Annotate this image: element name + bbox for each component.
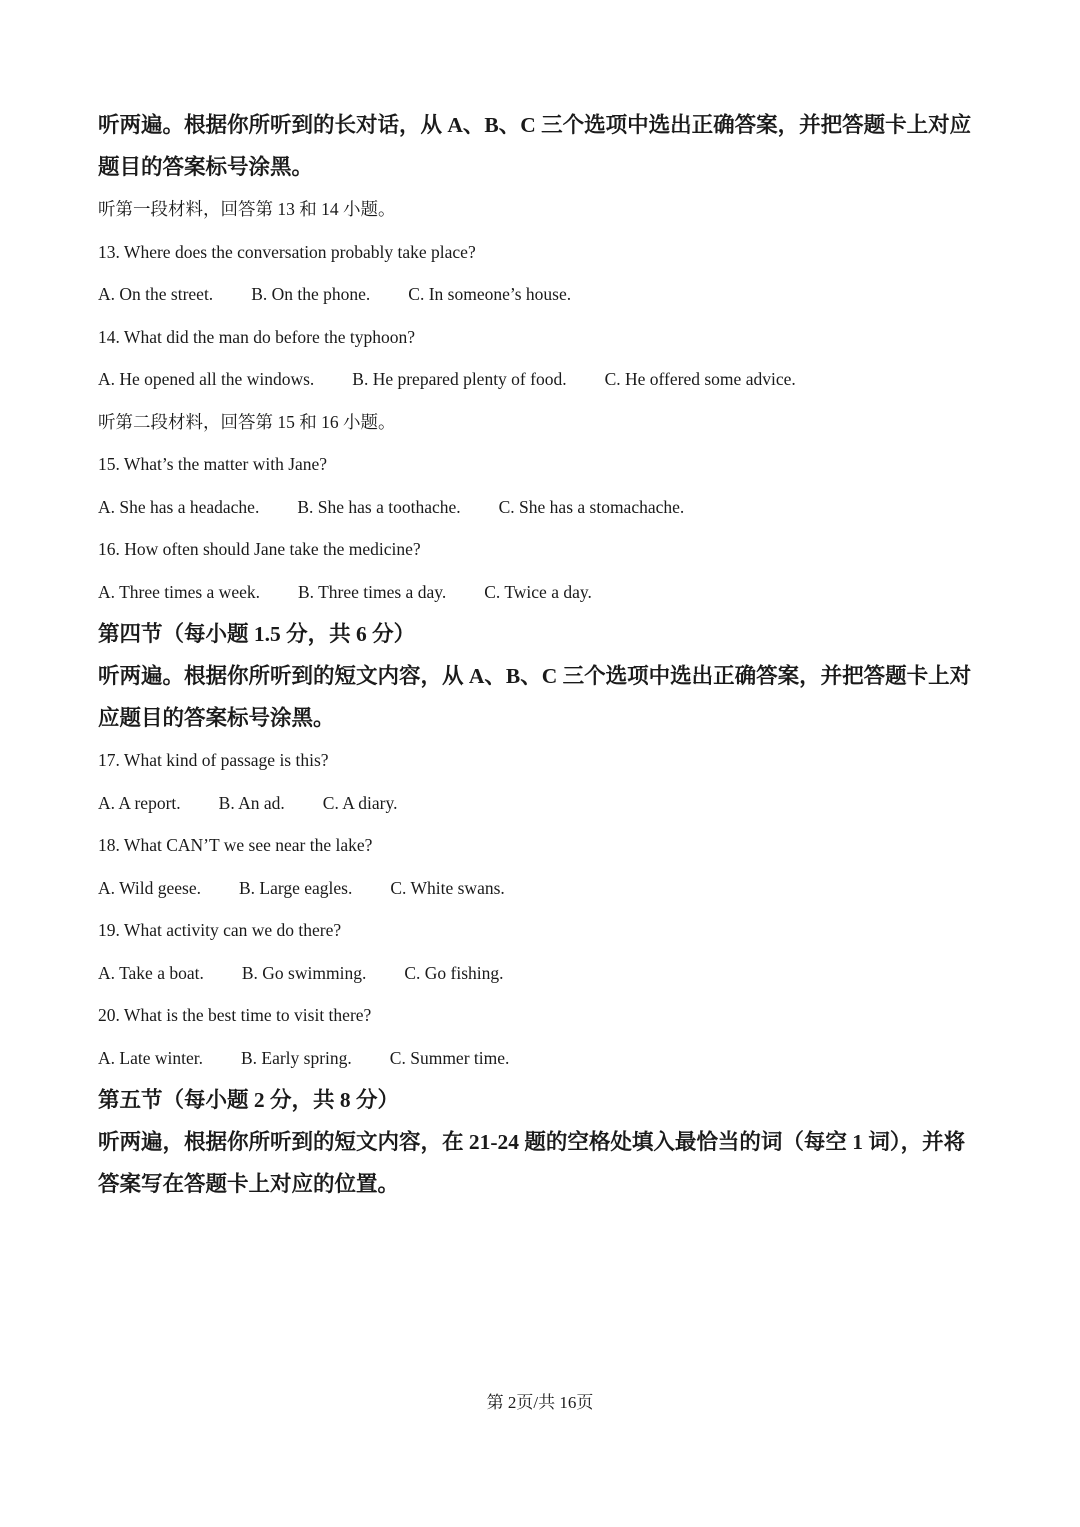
option-c: C. White swans. [390, 877, 505, 898]
question-13-options [98, 273, 988, 316]
question-20-options [98, 1037, 988, 1080]
question-18: 18. What CAN’T we see near the lake? [98, 835, 373, 855]
question-17-options [98, 782, 988, 825]
section4-instruction-line2: 应题目的答案标号涂黑。 [98, 706, 335, 730]
option-c: C. Go fishing. [404, 962, 504, 983]
option-b: B. On the phone. [251, 284, 371, 304]
option-c: C. In someone’s house. [408, 284, 572, 304]
section5-instruction-line1: 听两遍，根据你所听到的短文内容，在 21-24 题的空格处填入最恰当的词（每空 1 词），并将 [98, 1130, 966, 1154]
question-20: 20. What is the best time to visit there? [98, 1005, 372, 1025]
section5-heading: 第五节（每小题 2 分，共 8 分） [98, 1088, 400, 1112]
question-16: 16. How often should Jane take the medicine? [98, 539, 421, 559]
section3-instruction-line1: 听两遍。根据你所听到的长对话，从 A、B、C 三个选项中选出正确答案，并把答题卡上对应 [98, 113, 972, 137]
option-c: C. A diary. [322, 792, 398, 813]
option-a: A. Three times a week. [98, 581, 260, 602]
section5-instruction-line2: 答案写在答题卡上对应的位置。 [98, 1172, 400, 1196]
option-a: A. Take a boat. [98, 962, 204, 983]
question-16-options [98, 571, 988, 614]
question-17: 17. What kind of passage is this? [98, 750, 329, 770]
section3-instruction-line2: 题目的答案标号涂黑。 [98, 155, 314, 179]
section4-heading: 第四节（每小题 1.5 分，共 6 分） [98, 622, 416, 646]
option-a: A. He opened all the windows. [98, 369, 315, 389]
question-15-options [98, 486, 988, 529]
option-c: C. Twice a day. [484, 581, 592, 602]
question-14-options [98, 358, 988, 401]
option-b: B. Go swimming. [241, 962, 367, 983]
exam-page [98, 104, 988, 1205]
option-a: A. Wild geese. [98, 877, 201, 898]
option-c: C. Summer time. [389, 1047, 510, 1068]
question-18-options [98, 867, 988, 910]
section4-instruction-line1: 听两遍。根据你所听到的短文内容，从 A、B、C 三个选项中选出正确答案，并把答题卡上对 [98, 664, 972, 688]
option-b: B. An ad. [218, 792, 285, 813]
option-a: A. She has a headache. [98, 496, 260, 517]
option-b: B. She has a toothache. [297, 496, 461, 517]
option-b: B. He prepared plenty of food. [352, 369, 567, 389]
question-14: 14. What did the man do before the typhoon? [98, 326, 416, 347]
option-b: B. Three times a day. [297, 581, 447, 602]
question-13: 13. Where does the conversation probably take place? [98, 241, 476, 262]
option-b: B. Early spring. [240, 1047, 352, 1068]
option-c: C. She has a stomachache. [498, 496, 685, 517]
question-19-options [98, 952, 988, 995]
option-a: A. On the street. [98, 284, 214, 304]
page-number: 第 2页/共 16页 [486, 1393, 594, 1412]
passage2-intro: 听第二段材料，回答第 15 和 16 小题。 [98, 411, 396, 432]
option-b: B. Large eagles. [238, 877, 353, 898]
question-19: 19. What activity can we do there? [98, 920, 342, 940]
question-15: 15. What’s the matter with Jane? [98, 454, 328, 474]
passage1-intro: 听第一段材料，回答第 13 和 14 小题。 [98, 199, 396, 219]
option-a: A. A report. [98, 792, 181, 813]
option-c: C. He offered some advice. [604, 369, 796, 389]
option-a: A. Late winter. [98, 1047, 203, 1068]
